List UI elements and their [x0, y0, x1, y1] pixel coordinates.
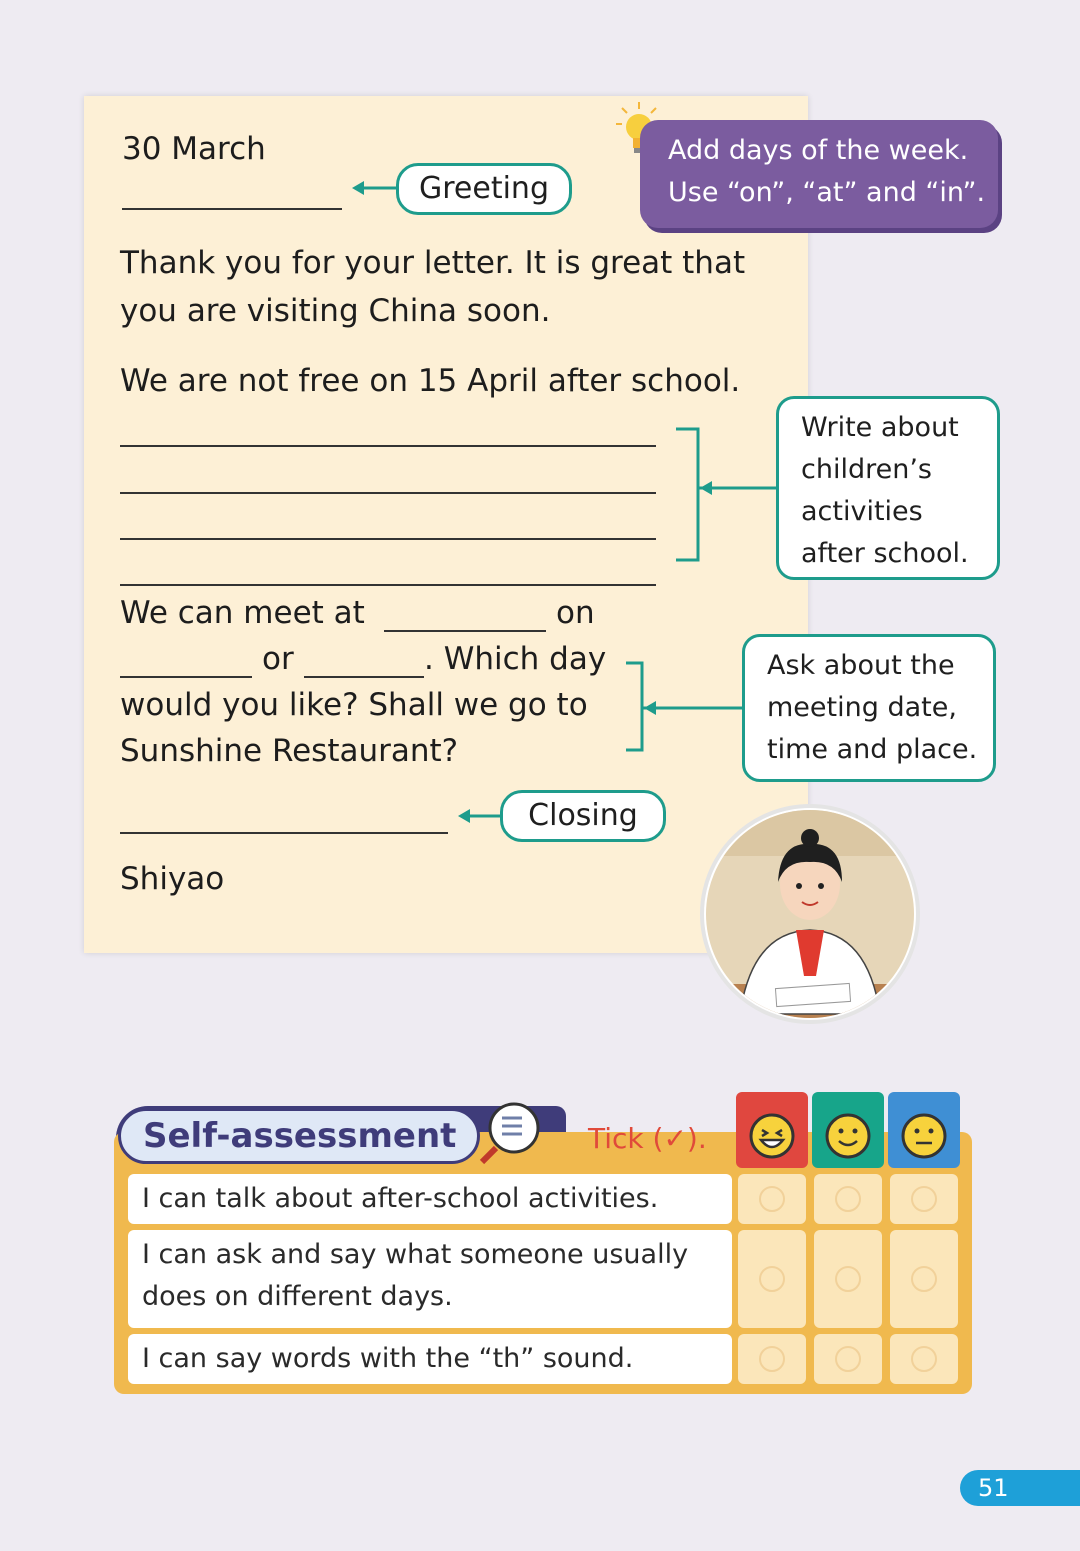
face-watermark-icon: [759, 1266, 785, 1292]
tick-cell-r2-c3[interactable]: [890, 1230, 958, 1328]
meet-which-text: . Which day: [424, 641, 607, 677]
assessment-row-text: I can say words with the “th” sound.: [142, 1343, 634, 1374]
meeting-note-line: Ask about the: [767, 650, 955, 681]
assessment-row-1: [128, 1174, 732, 1224]
place-blank[interactable]: [384, 630, 546, 632]
assessment-row-text: I can talk about after-school activities.: [142, 1183, 659, 1214]
greeting-arrow-icon: [350, 176, 398, 200]
neutral-face-icon: [900, 1112, 948, 1160]
activities-bracket-icon: [672, 426, 780, 566]
face-watermark-icon: [835, 1266, 861, 1292]
letter-date: 30 March: [122, 131, 266, 167]
tick-cell-r3-c3[interactable]: [890, 1334, 958, 1384]
closing-arrow-icon: [456, 804, 504, 828]
meeting-note-line: meeting date,: [767, 692, 957, 723]
page-number: 51: [960, 1470, 1080, 1506]
activity-blank-2[interactable]: [120, 492, 656, 494]
girl-writing-illustration: [700, 804, 920, 1024]
laughing-face-icon: [748, 1112, 796, 1160]
smile-face-icon: [824, 1112, 872, 1160]
tick-cell-r3-c1[interactable]: [738, 1334, 806, 1384]
signature: Shiyao: [120, 861, 225, 897]
tip-line-2: Use “on”, “at” and “in”.: [668, 177, 986, 208]
tick-cell-r1-c1[interactable]: [738, 1174, 806, 1224]
tick-cell-r2-c2[interactable]: [814, 1230, 882, 1328]
meeting-bracket-icon: [624, 660, 744, 756]
face-watermark-icon: [835, 1186, 861, 1212]
face-watermark-icon: [911, 1266, 937, 1292]
tip-box: [640, 120, 998, 228]
face-watermark-icon: [759, 1346, 785, 1372]
tick-instruction: Tick (✓).: [588, 1122, 707, 1155]
face-watermark-icon: [911, 1186, 937, 1212]
activities-note-line: Write about: [801, 412, 959, 443]
activity-blank-3[interactable]: [120, 538, 656, 540]
activities-note: [776, 396, 1000, 580]
activities-note-line: activities: [801, 496, 923, 527]
tick-cell-r1-c3[interactable]: [890, 1174, 958, 1224]
face-watermark-icon: [911, 1346, 937, 1372]
assessment-row-3: [128, 1334, 732, 1384]
letter-line-2: you are visiting China soon.: [120, 293, 551, 329]
activity-blank-4[interactable]: [120, 584, 656, 586]
meeting-note: [742, 634, 996, 782]
letter-line-3: We are not free on 15 April after school.: [120, 363, 741, 399]
activities-note-line: children’s: [801, 454, 932, 485]
meet-on-text: on: [556, 595, 595, 631]
meet-text-1: We can meet at: [120, 595, 365, 631]
activity-blank-1[interactable]: [120, 445, 656, 447]
closing-label: Closing: [500, 790, 666, 842]
face-watermark-icon: [759, 1186, 785, 1212]
checklist-magnifier-icon: [476, 1100, 546, 1168]
letter-line-1: Thank you for your letter. It is great that: [120, 245, 746, 281]
activities-note-line: after school.: [801, 538, 969, 569]
face-watermark-icon: [835, 1346, 861, 1372]
closing-blank[interactable]: [120, 832, 448, 834]
date-blank-2[interactable]: [304, 676, 424, 678]
greeting-label: Greeting: [396, 163, 572, 215]
assessment-row-2: [128, 1230, 732, 1328]
self-assessment-title: Self-assessment: [118, 1108, 480, 1164]
tick-cell-r2-c1[interactable]: [738, 1230, 806, 1328]
meet-or-text: or: [262, 641, 294, 677]
assessment-row-text: I can ask and say what someone usually: [142, 1239, 689, 1270]
assessment-row-text: does on different days.: [142, 1281, 453, 1312]
greeting-blank[interactable]: [122, 208, 342, 210]
tick-cell-r3-c2[interactable]: [814, 1334, 882, 1384]
tip-line-1: Add days of the week.: [668, 135, 969, 166]
date-blank-1[interactable]: [120, 676, 252, 678]
meet-text-3: would you like? Shall we go to: [120, 687, 588, 723]
tick-cell-r1-c2[interactable]: [814, 1174, 882, 1224]
meeting-note-line: time and place.: [767, 734, 978, 765]
meet-text-4: Sunshine Restaurant?: [120, 733, 459, 769]
